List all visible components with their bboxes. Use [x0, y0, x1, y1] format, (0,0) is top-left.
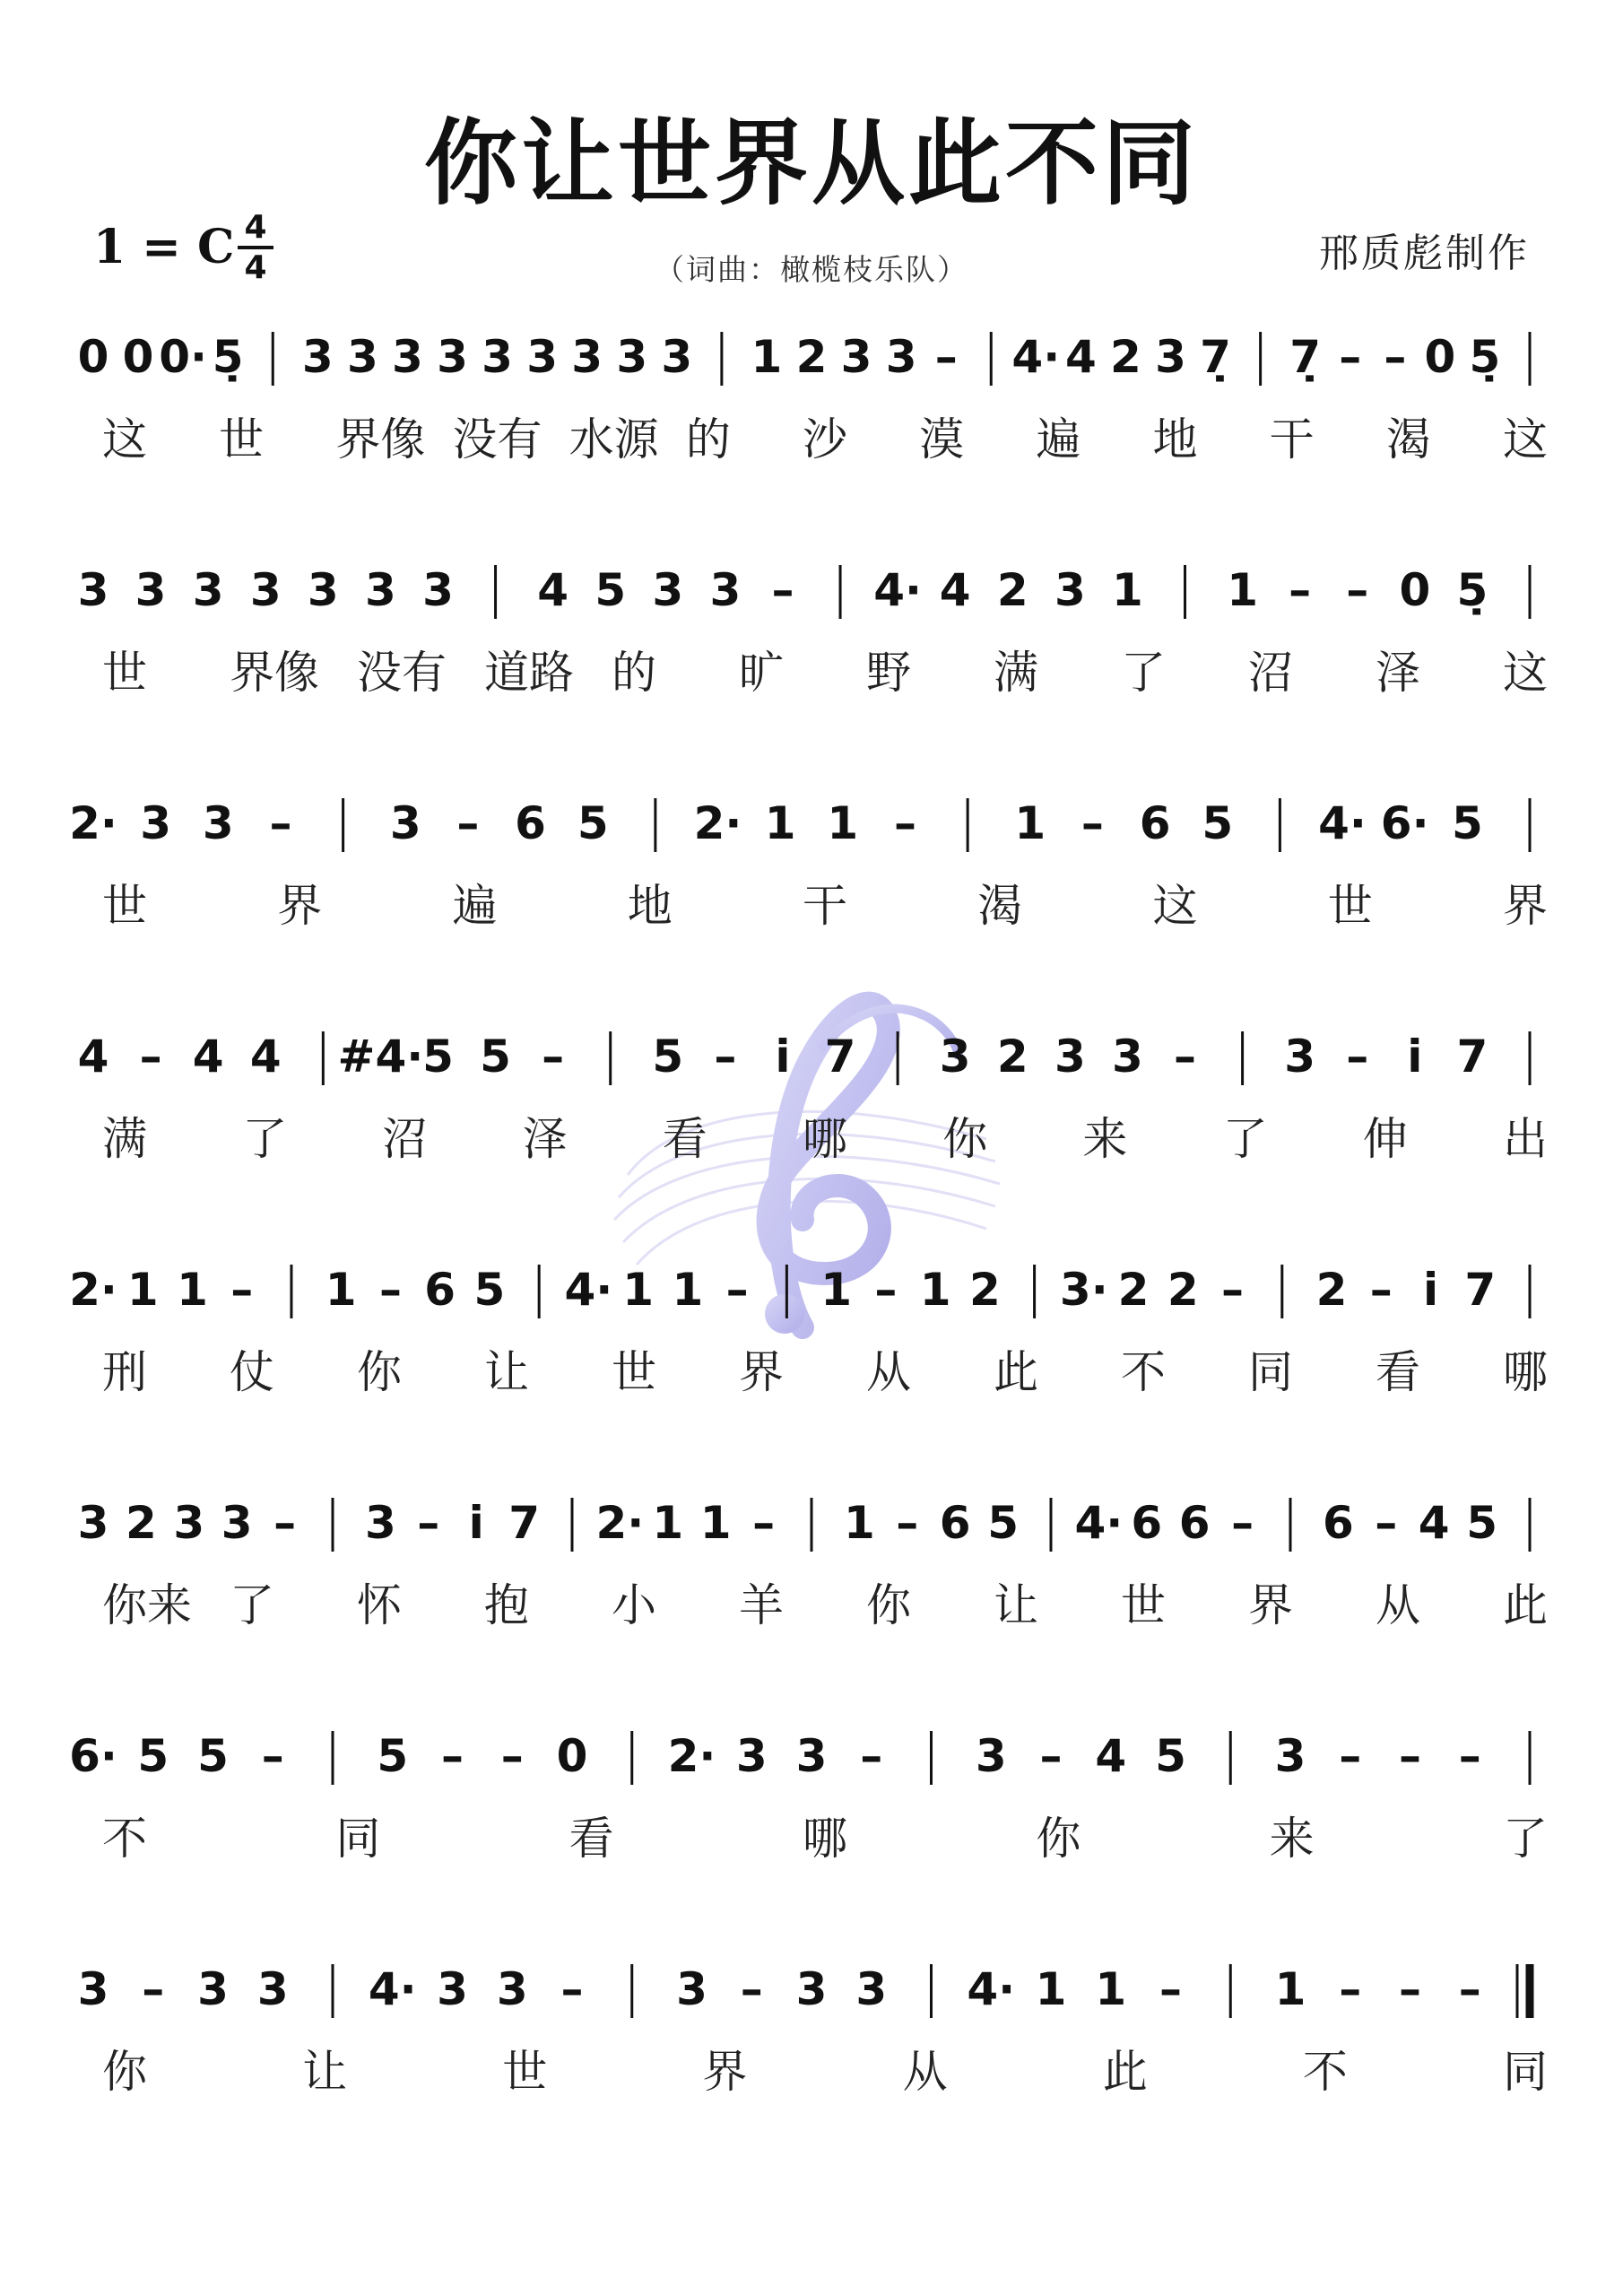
lyric: 干	[803, 880, 847, 932]
note: 3	[392, 331, 423, 383]
note: 5	[1202, 797, 1234, 849]
note: –	[740, 1963, 763, 2015]
lyric: 你	[102, 2046, 147, 2098]
note: 0	[556, 1730, 588, 1782]
note: 3	[709, 564, 742, 616]
lyric: 同	[1503, 2046, 1548, 2098]
lyric: 界	[702, 2046, 748, 2098]
lyric: 伸	[1362, 1113, 1408, 1165]
lyric: 你来	[102, 1579, 192, 1631]
lyric: 世	[102, 647, 147, 699]
note: 3	[482, 331, 513, 383]
note: –	[860, 1730, 883, 1782]
note: 3	[197, 1963, 229, 2015]
note: 1	[1274, 1963, 1306, 2015]
note: –	[1339, 1730, 1362, 1782]
lyric: 此	[1503, 1579, 1548, 1631]
lyric: 了	[242, 1113, 288, 1165]
note: 4	[249, 1031, 282, 1083]
note: 5	[377, 1730, 409, 1782]
lyric: 漠	[919, 413, 965, 465]
lyric: 干	[1269, 413, 1315, 465]
note: 6·	[69, 1730, 117, 1782]
note: –	[771, 564, 794, 616]
note: 5	[577, 797, 609, 849]
note: 4·	[368, 1963, 417, 2015]
note: 3	[192, 564, 224, 616]
note: 4	[939, 564, 971, 616]
lyric: 看	[568, 1813, 614, 1865]
note: –	[1339, 1963, 1362, 2015]
note: 6·	[1380, 797, 1429, 849]
lyric: 羊	[739, 1579, 784, 1631]
note: 3	[496, 1963, 528, 2015]
note: –	[273, 1497, 297, 1549]
note: 2	[1167, 1264, 1199, 1316]
note: 6	[1323, 1497, 1354, 1549]
lyric: 了	[230, 1579, 274, 1631]
note: 3	[365, 564, 396, 616]
note: –	[456, 797, 480, 849]
note: 0	[1424, 331, 1456, 383]
lyric: 遍	[1036, 413, 1081, 465]
note: 6	[939, 1497, 971, 1549]
note: 3	[571, 331, 603, 383]
note: 3	[389, 797, 421, 849]
lyric: 的	[612, 647, 656, 699]
lyric: 界	[277, 880, 323, 932]
note: –	[1231, 1497, 1254, 1549]
note: 5	[473, 1264, 506, 1316]
lyric: 界像	[335, 413, 426, 465]
score-line	[69, 1730, 1548, 1865]
note: –	[1174, 1031, 1197, 1083]
note: 3	[437, 331, 468, 383]
lyric: 怀	[357, 1579, 402, 1631]
lyric: 满	[102, 1113, 147, 1165]
note: 3	[135, 564, 167, 616]
note: 7	[1464, 1264, 1497, 1316]
key-signature: 1 = C	[93, 220, 235, 274]
note: –	[1339, 331, 1362, 383]
note: 3	[735, 1730, 768, 1782]
lyric: 同	[1248, 1346, 1293, 1398]
lyric: 不	[102, 1813, 147, 1865]
note: 2·	[693, 797, 742, 849]
note: –	[1346, 1031, 1369, 1083]
lyric: 渴	[977, 880, 1023, 932]
note: 5	[480, 1031, 511, 1083]
note: 5	[1155, 1730, 1186, 1782]
lyric: 没有	[452, 413, 542, 465]
note: i	[1422, 1264, 1439, 1316]
note: –	[1081, 797, 1104, 849]
note: 3	[422, 564, 454, 616]
note: 1	[126, 1264, 159, 1316]
lyric: 你	[357, 1346, 402, 1398]
note: 3	[616, 331, 648, 383]
note: 6	[1139, 797, 1171, 849]
lyricist-composer-credit: （词曲：橄榄枝乐队）	[655, 252, 968, 287]
note: –	[893, 797, 916, 849]
note: 1	[1035, 1963, 1067, 2015]
note: –	[874, 1264, 898, 1316]
note: 3	[975, 1730, 1007, 1782]
note: 3	[256, 1963, 289, 2015]
note: –	[560, 1963, 584, 2015]
lyric: 来	[1269, 1813, 1315, 1865]
note: 4	[192, 1031, 224, 1083]
lyric: 世	[1121, 1579, 1166, 1631]
note: –	[1289, 564, 1312, 616]
note: 3	[77, 1497, 109, 1549]
note: 3	[676, 1963, 707, 2015]
note: 1	[764, 797, 796, 849]
note: 5	[137, 1730, 169, 1782]
note: –	[1458, 1963, 1481, 2015]
lyric: 沼	[382, 1113, 428, 1165]
lyric: 看	[1376, 1346, 1420, 1398]
lyric: 了	[1222, 1113, 1268, 1165]
lyric: 界	[739, 1346, 784, 1398]
note: –	[230, 1264, 254, 1316]
time-signature-denominator: 4	[238, 246, 273, 284]
note: 3	[437, 1963, 468, 2015]
note: 3	[840, 331, 872, 383]
score-line	[78, 1031, 1548, 1165]
note: 3	[652, 564, 684, 616]
lyric: 泽	[522, 1113, 568, 1165]
note: 2·	[69, 1264, 117, 1316]
note: –	[1039, 1730, 1063, 1782]
note: 4	[1064, 331, 1097, 383]
lyric: 看	[662, 1113, 707, 1165]
note: 2	[1110, 331, 1141, 383]
lyric: 沙	[803, 413, 847, 465]
note: 5	[652, 1031, 684, 1083]
note: 1	[751, 331, 783, 383]
note: –	[1159, 1963, 1182, 2015]
note: –	[1399, 1730, 1421, 1782]
note: –	[1221, 1264, 1245, 1316]
note: –	[417, 1497, 440, 1549]
lyric: 这	[1503, 413, 1548, 465]
note: 3	[365, 1497, 396, 1549]
note: 1	[699, 1497, 732, 1549]
lyric: 从	[1376, 1579, 1420, 1631]
note: 7	[824, 1031, 856, 1083]
lyric: 水源	[568, 413, 659, 465]
note: 3	[1112, 1031, 1143, 1083]
note: 2·	[69, 797, 117, 849]
lyric: 的	[685, 413, 731, 465]
note: 7	[508, 1497, 540, 1549]
note: 3	[221, 1497, 253, 1549]
note: –	[500, 1730, 524, 1782]
lyric: 此	[1102, 2046, 1148, 2098]
note: 4·	[1318, 797, 1367, 849]
note: –	[142, 1963, 165, 2015]
lyric: 了	[1121, 647, 1166, 699]
note: 0	[77, 331, 109, 383]
song-title: 你让世界从此不同	[423, 108, 1199, 218]
lyric: 世	[102, 880, 147, 932]
lyric: 沼	[1248, 647, 1293, 699]
note: 1	[622, 1264, 655, 1316]
lyric: 这	[102, 413, 147, 465]
note: 5	[595, 564, 627, 616]
score-line	[69, 1264, 1548, 1398]
time-signature-numerator: 4	[244, 209, 267, 246]
note: –	[934, 331, 958, 383]
note: 3	[1274, 1730, 1306, 1782]
note: 2·	[595, 1497, 645, 1549]
lyric: 哪	[1503, 1346, 1548, 1398]
lyric: 出	[1503, 1113, 1548, 1165]
note: i	[775, 1031, 791, 1083]
note: –	[139, 1031, 162, 1083]
lyric: 世	[219, 413, 265, 465]
note: 0·	[159, 331, 208, 383]
lyric: 让	[994, 1579, 1038, 1631]
lyric: 地	[627, 880, 673, 932]
lyric: 渴	[1385, 413, 1431, 465]
note: 3	[346, 331, 378, 383]
note: 1	[1014, 797, 1046, 849]
note: –	[1346, 564, 1369, 616]
lyric: 你	[866, 1579, 911, 1631]
note: 2	[968, 1264, 1001, 1316]
lyric: 道路	[484, 647, 574, 699]
note: 3	[301, 331, 334, 383]
note: i	[1407, 1031, 1423, 1083]
note: 0	[1399, 564, 1431, 616]
note: –	[1399, 1963, 1421, 2015]
lyric: 你	[1036, 1813, 1081, 1865]
lyric: 界像	[230, 647, 319, 699]
note: –	[269, 797, 292, 849]
lyric: 满	[994, 647, 1038, 699]
note: 1	[325, 1264, 357, 1316]
note: 5	[987, 1497, 1019, 1549]
note: 2	[996, 564, 1028, 616]
note: 3	[202, 797, 234, 849]
note: i	[468, 1497, 484, 1549]
note: 1	[820, 1264, 853, 1316]
note: –	[725, 1264, 749, 1316]
lyric: 遍	[452, 880, 498, 932]
lyric: 让	[484, 1346, 529, 1398]
lyric: 抱	[484, 1579, 529, 1631]
note: 3	[140, 797, 172, 849]
lyric: 刑	[102, 1346, 147, 1398]
note: 2	[126, 1497, 157, 1549]
note: 6	[1178, 1497, 1211, 1549]
lyric: 世	[502, 2046, 548, 2098]
note: 3	[661, 331, 693, 383]
note: –	[1384, 331, 1407, 383]
lyric: 不	[1121, 1346, 1166, 1398]
note: 3	[885, 331, 917, 383]
note: 4·	[1074, 1497, 1124, 1549]
note: 6	[1131, 1497, 1163, 1549]
note: 5̣	[1456, 564, 1488, 616]
note: 3	[795, 1963, 828, 2015]
lyric: 不	[1302, 2046, 1348, 2098]
note: 4·	[873, 564, 923, 616]
lyric: 泽	[1376, 647, 1420, 699]
note: 3	[1054, 564, 1086, 616]
lyric: 没有	[357, 647, 447, 699]
lyric: 仗	[230, 1346, 274, 1398]
note: 5	[1451, 797, 1483, 849]
note: 1	[1227, 564, 1258, 616]
note: 1	[827, 797, 859, 849]
note: 3	[307, 564, 339, 616]
note: 7̣	[1200, 331, 1231, 383]
note: –	[378, 1264, 402, 1316]
note: 2·	[667, 1730, 716, 1782]
score-line	[78, 331, 1548, 465]
note: 1	[652, 1497, 684, 1549]
note: 4	[1095, 1730, 1127, 1782]
score-line	[78, 1963, 1548, 2098]
note: 3	[939, 1031, 971, 1083]
note: 4	[537, 564, 569, 616]
note: 7	[1456, 1031, 1488, 1083]
note: 3	[795, 1730, 828, 1782]
note: 3	[526, 331, 559, 383]
note: 3	[249, 564, 282, 616]
note: 7̣	[1289, 331, 1322, 383]
lyric: 这	[1152, 880, 1198, 932]
note: –	[441, 1730, 464, 1782]
note: 4	[77, 1031, 109, 1083]
note: 5	[1466, 1497, 1497, 1549]
lyric: 此	[994, 1346, 1038, 1398]
lyric: 野	[866, 647, 911, 699]
note: 2	[996, 1031, 1028, 1083]
note: 6	[424, 1264, 456, 1316]
note: 5	[197, 1730, 229, 1782]
note: 1	[177, 1264, 208, 1316]
lyric: 了	[1503, 1813, 1548, 1865]
lyric: 哪	[803, 1113, 847, 1165]
note: 2	[795, 331, 828, 383]
lyric: 来	[1082, 1113, 1128, 1165]
lyric: 小	[612, 1579, 656, 1631]
note: 2	[1117, 1264, 1150, 1316]
note: 4	[1418, 1497, 1450, 1549]
lyric: 你	[942, 1113, 988, 1165]
note: 3	[855, 1963, 888, 2015]
lyric: 这	[1503, 647, 1548, 699]
lyric: 界	[1503, 880, 1548, 932]
note: –	[1375, 1497, 1398, 1549]
note: 4·	[564, 1264, 613, 1316]
note: 3·	[1059, 1264, 1108, 1316]
producer-credit: 邢质彪制作	[1319, 230, 1530, 276]
lyric: 界	[1248, 1579, 1293, 1631]
note: 0	[122, 331, 154, 383]
note: 5	[422, 1031, 454, 1083]
note: 3	[77, 1963, 109, 2015]
lyric: 从	[866, 1346, 911, 1398]
note: 3	[77, 564, 109, 616]
note: 1	[844, 1497, 875, 1549]
lyric: 同	[335, 1813, 381, 1865]
note: –	[261, 1730, 284, 1782]
lyric: 世	[1327, 880, 1373, 932]
lyric: 世	[612, 1346, 656, 1398]
lyric: 哪	[803, 1813, 847, 1865]
lyric: 地	[1152, 413, 1198, 465]
note: –	[752, 1497, 776, 1549]
note: 3	[1284, 1031, 1316, 1083]
note: –	[896, 1497, 919, 1549]
note: 2	[1315, 1264, 1348, 1316]
note: 1	[672, 1264, 704, 1316]
lyric: 让	[302, 2046, 348, 2098]
note: 1	[919, 1264, 951, 1316]
note: 1	[1112, 564, 1143, 616]
note: –	[1369, 1264, 1393, 1316]
score-line	[69, 797, 1548, 932]
note: 4·	[1011, 331, 1061, 383]
note: 5̣	[212, 331, 244, 383]
score-line	[78, 564, 1548, 699]
note: 3	[1155, 331, 1186, 383]
score-line	[78, 1497, 1548, 1631]
note: 6	[515, 797, 546, 849]
lyric: 旷	[739, 647, 784, 699]
note: 1	[1095, 1963, 1127, 2015]
note: 4·	[967, 1963, 1016, 2015]
note: –	[542, 1031, 565, 1083]
note: 3	[1054, 1031, 1086, 1083]
note: –	[1458, 1730, 1481, 1782]
note: 5̣	[1469, 331, 1501, 383]
note: #4·	[337, 1031, 424, 1083]
lyric: 从	[902, 2046, 948, 2098]
note: 3	[173, 1497, 205, 1549]
note: –	[714, 1031, 737, 1083]
